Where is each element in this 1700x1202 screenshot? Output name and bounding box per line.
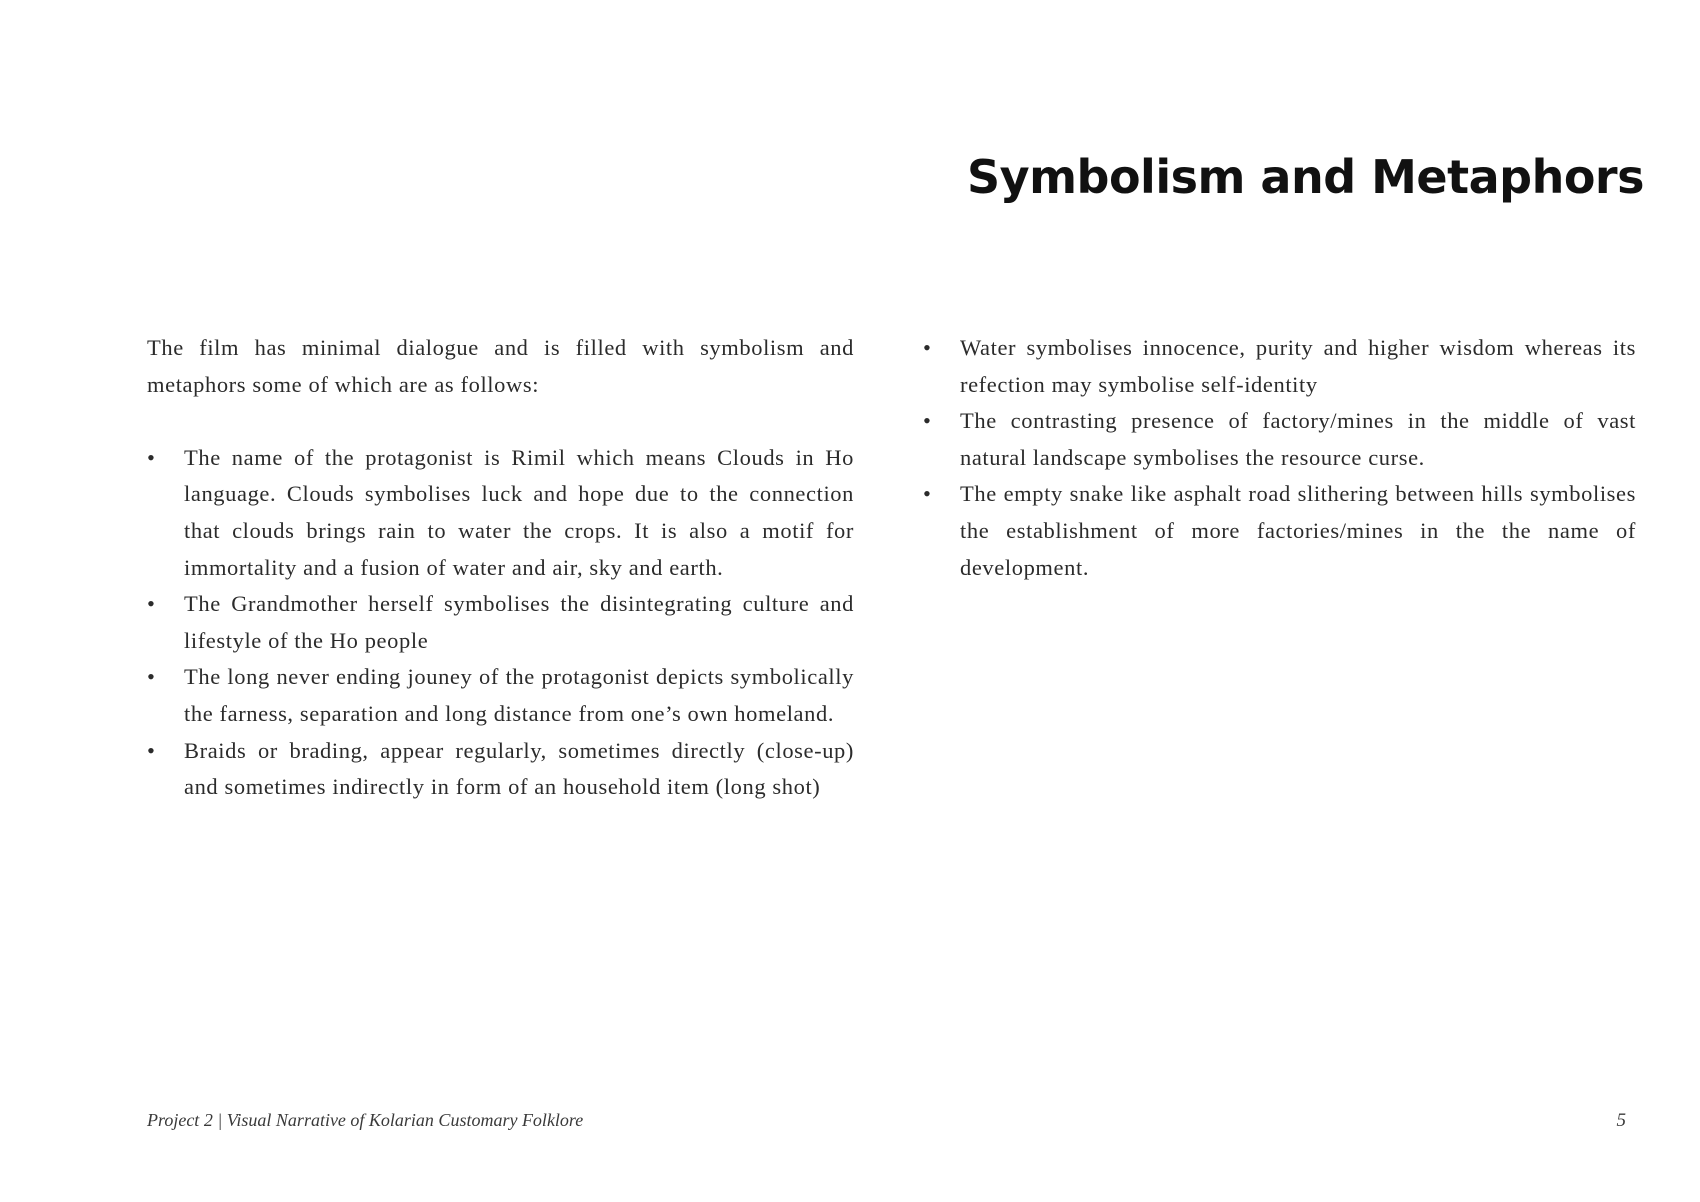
- footer-project-title: Project 2 | Visual Narrative of Kolarian Customary Folklore: [147, 1110, 584, 1130]
- bullet-item: [147, 586, 854, 659]
- left-bullet-list: [147, 440, 854, 806]
- bullet-text: The empty snake like asphalt road slithering between hills symbolises the establishment of more factories/mines in the the name of development.: [960, 481, 1636, 580]
- intro-paragraph: The film has minimal dialogue and is filled with symbolism and metaphors some of which are as follows:: [147, 335, 854, 397]
- page-number: 5: [1616, 1110, 1626, 1131]
- left-column: [147, 330, 854, 806]
- bullet-text: Water symbolises innocence, purity and higher wisdom whereas its refection may symbolise self-identity: [960, 335, 1636, 397]
- bullet-item: [923, 476, 1636, 586]
- bullet-item: [923, 330, 1636, 403]
- right-bullet-list: [923, 330, 1636, 586]
- bullet-item: [147, 659, 854, 732]
- right-column: [923, 330, 1636, 586]
- bullet-text: The contrasting presence of factory/mines in the middle of vast natural landscape symbolises the resource curse.: [960, 408, 1636, 470]
- bullet-dot-icon: •: [923, 481, 932, 507]
- bullet-dot-icon: •: [147, 591, 156, 617]
- bullet-item: [923, 403, 1636, 476]
- page-title: Symbolism and Metaphors: [966, 150, 1644, 204]
- bullet-dot-icon: •: [147, 737, 156, 763]
- bullet-text: Braids or brading, appear regularly, sometimes directly (close-up) and sometimes indirectly in form of an household item (long shot): [184, 737, 854, 800]
- bullet-text: The long never ending jouney of the protagonist depicts symbolically the farness, separation and long distance from one’s own homeland.: [184, 664, 854, 726]
- bullet-text: The name of the protagonist is Rimil which means Clouds in Ho language. Clouds symbolises luck and hope due to the connection that clouds brings rain to water the crops. It is also a motif for immortality and a fusion of water and air, sky and earth.: [184, 444, 854, 580]
- bullet-dot-icon: •: [147, 664, 156, 690]
- bullet-item: [147, 733, 854, 806]
- bullet-dot-icon: •: [923, 335, 932, 360]
- bullet-dot-icon: •: [923, 408, 932, 434]
- bullet-text: The Grandmother herself symbolises the disintegrating culture and lifestyle of the Ho people: [184, 591, 854, 653]
- bullet-dot-icon: •: [147, 444, 156, 470]
- bullet-item: [147, 440, 854, 586]
